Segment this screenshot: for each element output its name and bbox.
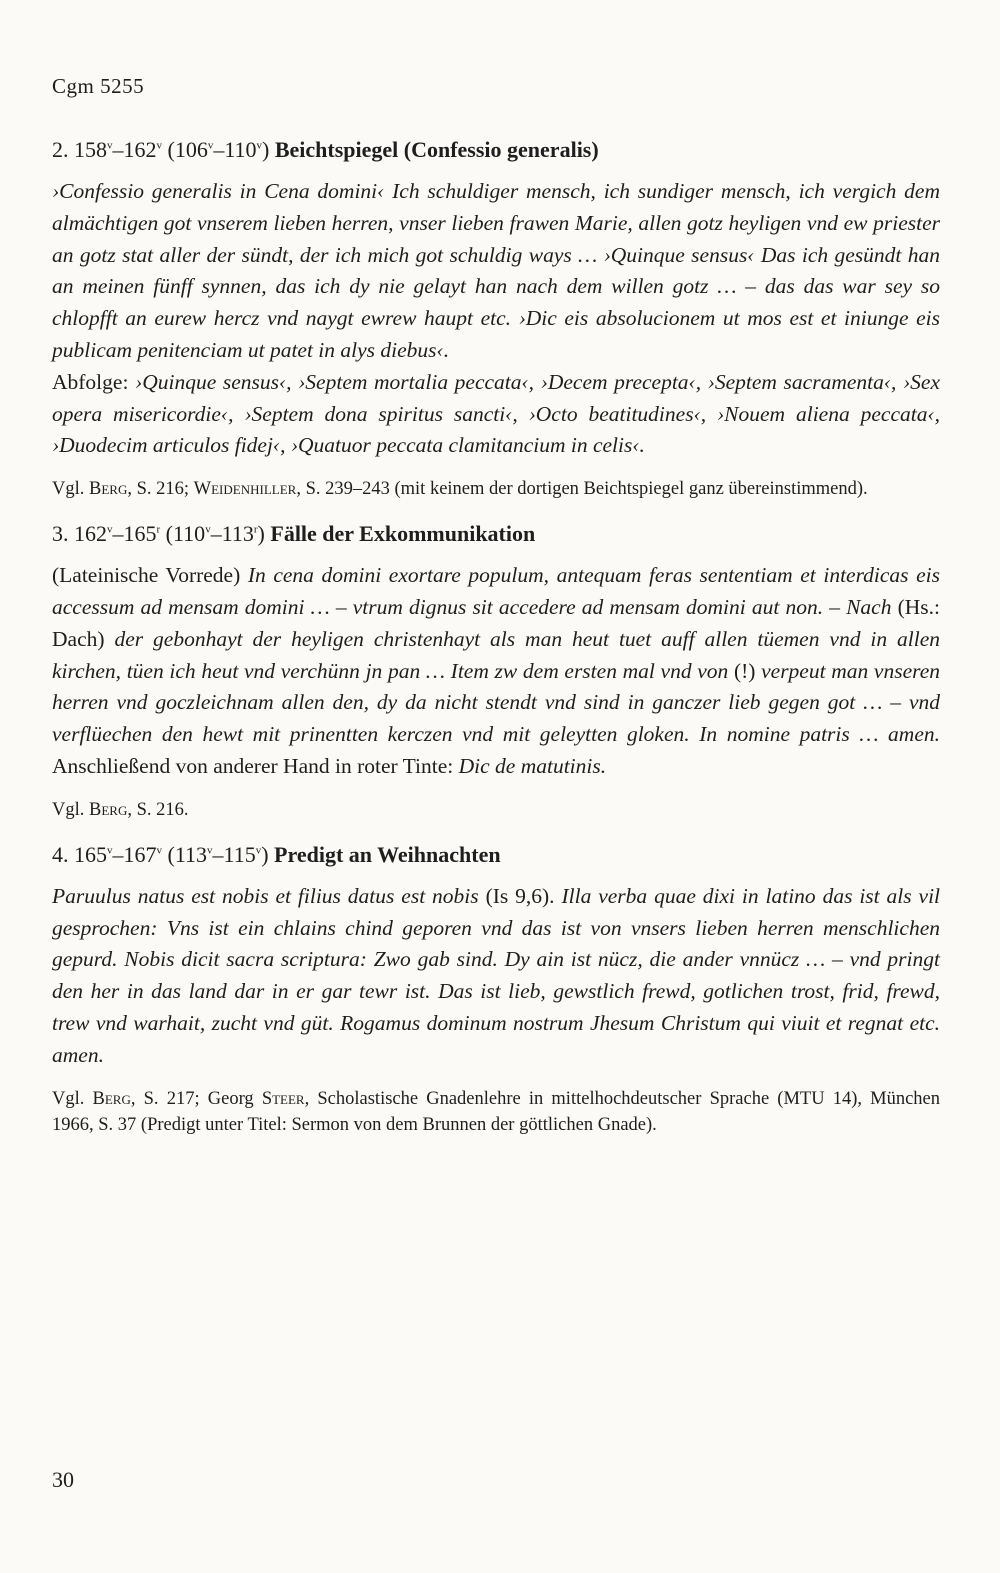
- incipit-text: ›Confessio generalis in Cena domini‹ Ich schuldiger mensch, ich sundiger mensch, ich vergich dem almächtigen got vnserem lieben herren, vnser lieben frawen Marie, allen gotz heyligen vnd ew priester an gotz stat aller der sündt, der ich mich got schuldig ways … ›Quinque sensus‹ Das ich gesündt han an meinen fünff synnen, das ich dy nie gelayt han nach dem willen gotz … – das das war sey so chlopfft an eurew hercz vnd naygt ewrew haupt etc. ›Dic eis absolucionem ut mos est et iniunge eis publicam penitenciam ut patet in alys diebus‹.: [52, 179, 940, 362]
- lead-text: (Lateinische Vorrede): [52, 563, 241, 588]
- folio-side: v: [207, 844, 213, 857]
- folio-side: r: [156, 523, 161, 536]
- folio-range: 158$^v$–162$^v$: [74, 137, 162, 162]
- folio-side: v: [107, 844, 113, 857]
- entry-title: Beichtspiegel (Confessio generalis): [274, 137, 599, 162]
- folio-side: v: [255, 844, 262, 857]
- note-text: , Scholastische Gnadenlehre in mittelhochdeutscher Sprache (MTU 14), München 1966, S. 37 (Predigt unter Titel: Sermon von dem Brunnen der göttlichen Gnade).: [52, 1088, 941, 1135]
- literature-note: [52, 476, 940, 502]
- folio-start: 165: [74, 841, 107, 867]
- folio-side: v: [205, 523, 211, 536]
- old-folio-start: 113: [174, 841, 208, 867]
- old-folio-end: 110: [224, 137, 257, 162]
- entry-title: Fälle der Exkommunikation: [270, 521, 536, 547]
- incipit-text: Paruulus natus est nobis et filius datus est nobis: [52, 883, 479, 908]
- entry-4: [52, 839, 940, 1138]
- body-text: Illa verba quae dixi in latino das ist als vil gesprochen: Vns ist ein chlains chind geporen vnd das ist von vnsers lieben herren menschlichen gepurd. Nobis dicit sacra scriptura: Zwo gab sind. Dy ain ist nücz, die ander vnnücz … – vnd pringt den her in das land dar in er gar tewr ist. Das ist lieb, gewstlich frewd, gotlichen trost, frid, frewd, trew vnd warhait, zucht vnd güt. Rogamus dominum nostrum Jhesum Christum qui viuit et regnat etc. amen.: [52, 883, 941, 1067]
- folio-end: 165: [123, 521, 157, 547]
- entry-number: 4.: [52, 841, 69, 867]
- folio-side: v: [207, 139, 214, 152]
- body-text: verpeut man vnseren herren vnd goczleichnam allen den, dy da nicht stendt vnd sind in ganczer lieb gegen got … – vnd verflüechen den hewt mit prinentten kerczen vnd mit geleytten gloken. In nomine patris … amen.: [52, 658, 941, 747]
- entry-number: 2.: [52, 137, 69, 162]
- entry-title: Predigt an Weihnachten: [274, 841, 501, 867]
- old-folio-end: 115: [223, 841, 256, 867]
- entry-heading: 3. 162$^v$–165$^r$ (110$^v$–113$^r$) Fälle der Exkommunikation: [52, 521, 536, 547]
- entry-text: [52, 176, 940, 462]
- folio-start: 162: [74, 521, 107, 547]
- old-folio-end: 113: [221, 521, 254, 547]
- literature-note: [52, 797, 940, 823]
- entry-heading: 4. 165$^v$–167$^v$ (113$^v$–115$^v$) Predigt an Weihnachten: [52, 841, 501, 867]
- folio-range: 162$^v$–165$^r$: [74, 521, 161, 547]
- note-prefix: Vgl.: [52, 799, 85, 820]
- body-text: der gebonhayt der heyligen christenhayt als man heut tuet auff allen tüemen vnd in allen kirchen, tüen ich heut vnd verchünn jn pan … Item zw dem ersten mal vnd von: [52, 626, 940, 683]
- sic-mark: (!): [733, 658, 756, 683]
- folio-end: 167: [123, 841, 157, 867]
- note-author: Berg: [89, 799, 128, 820]
- incipit-text: In cena domini exortare populum, antequam feras sententiam et interdicas eis accessum ad mensam domini … – vtrum dignus sit accedere ad mensam domini aut non. – Nach: [52, 563, 940, 619]
- content: [52, 134, 940, 1138]
- tail-text: Anschließend von anderer Hand in roter Tinte:: [52, 753, 454, 778]
- entry-heading: 2. 158$^v$–162$^v$ (106$^v$–110$^v$) Beichtspiegel (Confessio generalis): [52, 137, 599, 162]
- note-author: Steer: [261, 1088, 305, 1109]
- old-folio-start: 106: [174, 137, 208, 162]
- note-prefix: Vgl.: [52, 479, 85, 500]
- entry-2: [52, 134, 940, 502]
- abfolge-text: ›Quinque sensus‹, ›Septem mortalia peccata‹, ›Decem precepta‹, ›Septem sacramenta‹, ›Sex opera misericordie‹, ›Septem dona spiritus sancti‹, ›Octo beatitudines‹, ›Nouem aliena peccata‹, ›Duodecim articulos fidej‹, ›Quatuor peccata clamitancium in celis‹.: [52, 369, 940, 458]
- folio-side: r: [253, 523, 258, 536]
- note-prefix: Vgl.: [52, 1088, 85, 1109]
- note-author: Weidenhiller: [193, 479, 297, 500]
- manuscript-reading: (Hs.: Dach): [52, 594, 940, 651]
- note-text: , S. 216;: [127, 479, 190, 500]
- folio-start: 158: [74, 137, 107, 162]
- tail-italic: Dic de matutinis.: [458, 753, 607, 778]
- entry-text: [52, 560, 940, 783]
- note-text: , S. 239–243 (mit keinem der dortigen Beichtspiegel ganz übereinstimmend).: [296, 479, 868, 500]
- folio-end: 162: [123, 137, 157, 162]
- bible-reference: (Is 9,6).: [485, 883, 555, 908]
- folio-side: v: [256, 139, 263, 152]
- folio-range: 165$^v$–167$^v$: [74, 841, 162, 867]
- note-author: Berg: [92, 1088, 131, 1109]
- running-title: Cgm 5255: [52, 74, 145, 98]
- folio-side: v: [156, 139, 162, 152]
- entry-3: [52, 518, 940, 823]
- folio-side: v: [107, 139, 113, 152]
- page-number: 30: [52, 1467, 74, 1492]
- note-author: Berg: [89, 479, 128, 500]
- entry-text: [52, 881, 940, 1072]
- entry-number: 3.: [52, 521, 69, 547]
- note-text: , S. 217; Georg: [130, 1088, 254, 1109]
- note-text: , S. 216.: [127, 799, 189, 820]
- old-folio-start: 110: [173, 521, 206, 547]
- abfolge-label: Abfolge:: [52, 369, 129, 394]
- folio-side: v: [107, 523, 113, 536]
- literature-note: [52, 1086, 940, 1138]
- folio-side: v: [156, 844, 162, 857]
